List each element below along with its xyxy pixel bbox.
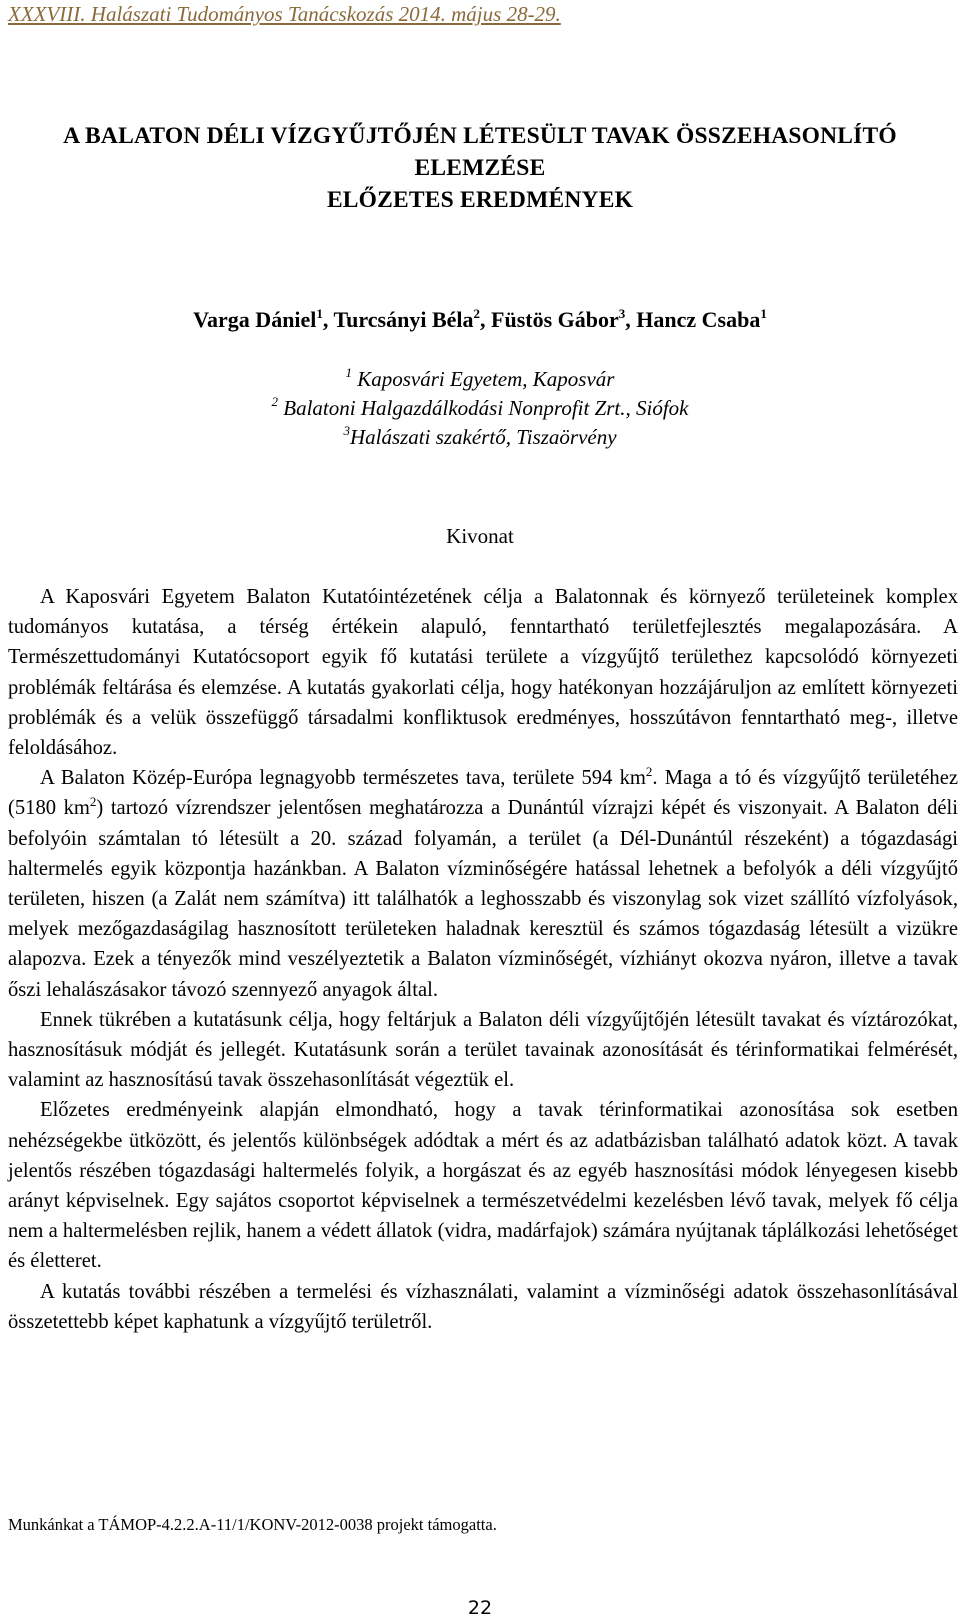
affiliation-list	[0, 365, 960, 452]
title-line: ELEMZÉSE	[414, 155, 546, 181]
abstract-paragraph: A kutatás további részében a termelési és vízhasználati, valamint a vízminőségi adatok összehasonlításával összetettebb képet kaphatunk a vízgyűjtő területről.	[8, 1280, 958, 1333]
affiliation-text: Balatoni Halgazdálkodási Nonprofit Zrt., Siófok	[278, 396, 689, 420]
author-affiliation-mark: 2	[473, 306, 481, 321]
abstract-paragraph: Előzetes eredményeink alapján elmondható, hogy a tavak térinformatikai azonosítása sok esetben nehézségekbe ütközött, és jelentős különbségek adódtak a mért és az adatbázisban található adatok közt. A tavak jelentős részében tógazdasági haltermelés folyik, a horgászat és az egyéb hasznosítási módok lényegesen kisebb arányt képviselnek. Egy sajátos csoportot képviselnek a természetvédelmi kezelésben lévő tavak, melyek fő célja nem a haltermelésben rejlik, hanem a védett állatok (vidra, madárfajok) számára nyújtanak táplálkozási lehetőséget és életteret.	[8, 1099, 958, 1273]
abstract-body	[8, 582, 958, 1337]
author-name: Füstös Gábor	[491, 307, 619, 332]
running-header: XXXVIII. Halászati Tudományos Tanácskozás 2014. május 28-29.	[8, 2, 561, 26]
affiliation-mark: 3	[343, 423, 350, 438]
author-affiliation-mark: 3	[618, 306, 626, 321]
abstract-paragraph: Ennek tükrében a kutatásunk célja, hogy feltárjuk a Balaton déli vízgyűjtőjén létesült tavakat és víztározókat, hasznosításuk módját és jellegét. Kutatásunk során a terület tavainak azonosítását és térinformatikai felmérését, valamint az hasznosítású tavak összehasonlítását végeztük el.	[8, 1008, 958, 1092]
author-affiliation-mark: 1	[760, 306, 767, 321]
abstract-heading: Kivonat	[446, 524, 514, 548]
paragraph-text: A Balaton Közép-Európa legnagyobb természetes tava, területe 594 km	[40, 767, 646, 790]
affiliation-mark: 2	[271, 394, 278, 409]
author-name: Turcsányi Béla	[333, 307, 474, 332]
paper-title	[0, 120, 960, 216]
superscript: 2	[89, 794, 97, 810]
author-name: Hancz Csaba	[636, 307, 761, 332]
funding-footnote: Munkánkat a TÁMOP-4.2.2.A-11/1/KONV-2012-0038 projekt támogatta.	[8, 1515, 497, 1534]
author-name: Varga Dániel	[193, 307, 317, 332]
affiliation	[0, 423, 960, 452]
abstract-paragraph	[8, 763, 958, 1005]
affiliation-text: Halászati szakértő, Tiszaörvény	[349, 425, 617, 449]
paragraph-text: . Maga a tó és vízgyűjtő területéhez (5180 km	[8, 767, 958, 820]
author-separator: ,	[480, 307, 492, 332]
author-separator: ,	[625, 307, 637, 332]
affiliation	[0, 365, 960, 394]
affiliation-mark: 1	[345, 365, 352, 380]
title-line: ELŐZETES EREDMÉNYEK	[326, 187, 634, 213]
paragraph-text: ) tartozó vízrendszer jelentősen meghatározza a Dunántúl vízrajzi képét és viszonyait. A Balaton déli befolyóin számtalan tó létesült a 20. század folyamán, a terület (a Dél-Dunántúl részeként) a tógazdasági haltermelés egyik központja hazánkban. A Balaton vízminőségére hatással lehetnek a befolyók a déli vízgyűjtő területen, hiszen (a Zalát nem számítva) itt találhatók a leghosszabb és viszonylag sok vizet szállító vízfolyások, melyek mezőgazdaságilag hasznosított területeken haladnak keresztül és számos tógazdaság létesült a vizükre alapozva. Ezek a tényezők mind veszélyeztetik a Balaton vízminőségét, vízhiányt okozva nyáron, illetve a tavak őszi lehalászásakor távozó szennyező anyagok által.	[8, 797, 958, 1001]
author-list	[0, 306, 960, 334]
affiliation	[0, 394, 960, 423]
title-line: A BALATON DÉLI VÍZGYŰJTŐJÉN LÉTESÜLT TAVAK ÖSSZEHASONLÍTÓ	[63, 123, 897, 149]
superscript: 2	[645, 764, 653, 780]
abstract-paragraph: A Kaposvári Egyetem Balaton Kutatóintézetének célja a Balatonnak és környező területeinek komplex tudományos kutatása, a térség értékein alapuló, fenntartható területfejlesztés megalapozására. A Természettudományi Kutatócsoport egyik fő kutatási területe a vízgyűjtő területhez kapcsolódó környezeti problémák feltárása és elemzése. A kutatás gyakorlati célja, hogy hatékonyan hozzájáruljon az említett környezeti problémák és a velük összefüggő társadalmi konfliktusok eredményes, hosszútávon fenntartható meg-, illetve feloldásához.	[8, 586, 958, 760]
author-affiliation-mark: 1	[316, 306, 323, 321]
affiliation-text: Kaposvári Egyetem, Kaposvár	[352, 367, 615, 391]
page-number: 22	[467, 1597, 493, 1619]
author-separator: ,	[322, 307, 334, 332]
